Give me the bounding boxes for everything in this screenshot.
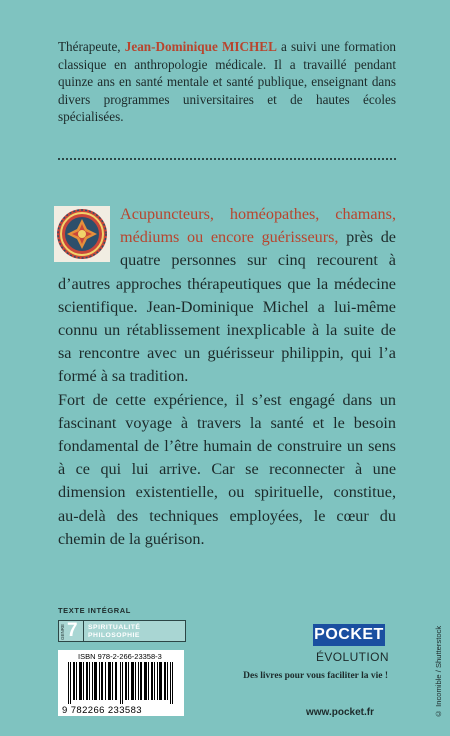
ean-number: 9 782266 233583 (62, 705, 142, 716)
barcode-area (58, 650, 184, 716)
bio-prefix: Thérapeute, (58, 39, 125, 54)
texte-integral-label: TEXTE INTÉGRAL (58, 606, 131, 615)
category-separator (83, 621, 84, 641)
category-line-2: PHILOSOPHIE (88, 632, 140, 639)
publisher-tagline: Des livres pour vous faciliter la vie ! (243, 671, 388, 681)
category-line-1: SPIRITUALITÉ (88, 624, 141, 631)
photo-credit: © Incomible / Shutterstock (434, 625, 443, 718)
isbn-text: ISBN 978-2-266-23358-3 (78, 652, 162, 661)
category-box (58, 620, 186, 642)
dotted-divider (58, 158, 396, 160)
author-bio (58, 38, 396, 126)
category-number: 7 (67, 620, 78, 641)
pitch-highlight: Acupuncteurs, homéopathes, chamans, médiums ou encore guérisseurs, (120, 205, 396, 247)
barcode-icon (68, 662, 176, 704)
author-name: Jean-Dominique MICHEL (124, 39, 277, 54)
pitch-text-1: près de quatre personnes sur cinq recourent à d’autres approches thérapeutiques que la médecine scientifique. Jean-Dominique Michel a lui-même connu un rétablissement inexplicable à la suite de sa rencontre avec un guérisseur philippin, qui l’a formé à sa tradition. (58, 228, 396, 386)
publisher-url: www.pocket.fr (306, 707, 374, 718)
genre-label: GENRE (60, 624, 65, 641)
collection-name: ÉVOLUTION (316, 650, 389, 664)
logo-spacer (58, 203, 120, 271)
back-cover-pitch (58, 203, 396, 551)
pitch-paragraph-1 (58, 203, 396, 389)
bio-text: a suivi une formation classique en anthropologie médicale. Il a travaillé pendant quinze ans en santé mentale et santé publique, enseignant dans divers programmes universitaires et de hautes écoles spécialisées. (58, 39, 397, 125)
pitch-paragraph-2: Fort de cette expérience, il s’est engagé dans un fascinant voyage à travers la santé et le besoin fondamental de l’être humain de construire un sens à ce qui lui arrive. Car se reconnecter à une dimension existentielle, ou spirituelle, constitue, au-delà des techniques employées, le cœur du chemin de la guérison. (58, 390, 396, 548)
pocket-logo: POCKET (313, 624, 385, 646)
